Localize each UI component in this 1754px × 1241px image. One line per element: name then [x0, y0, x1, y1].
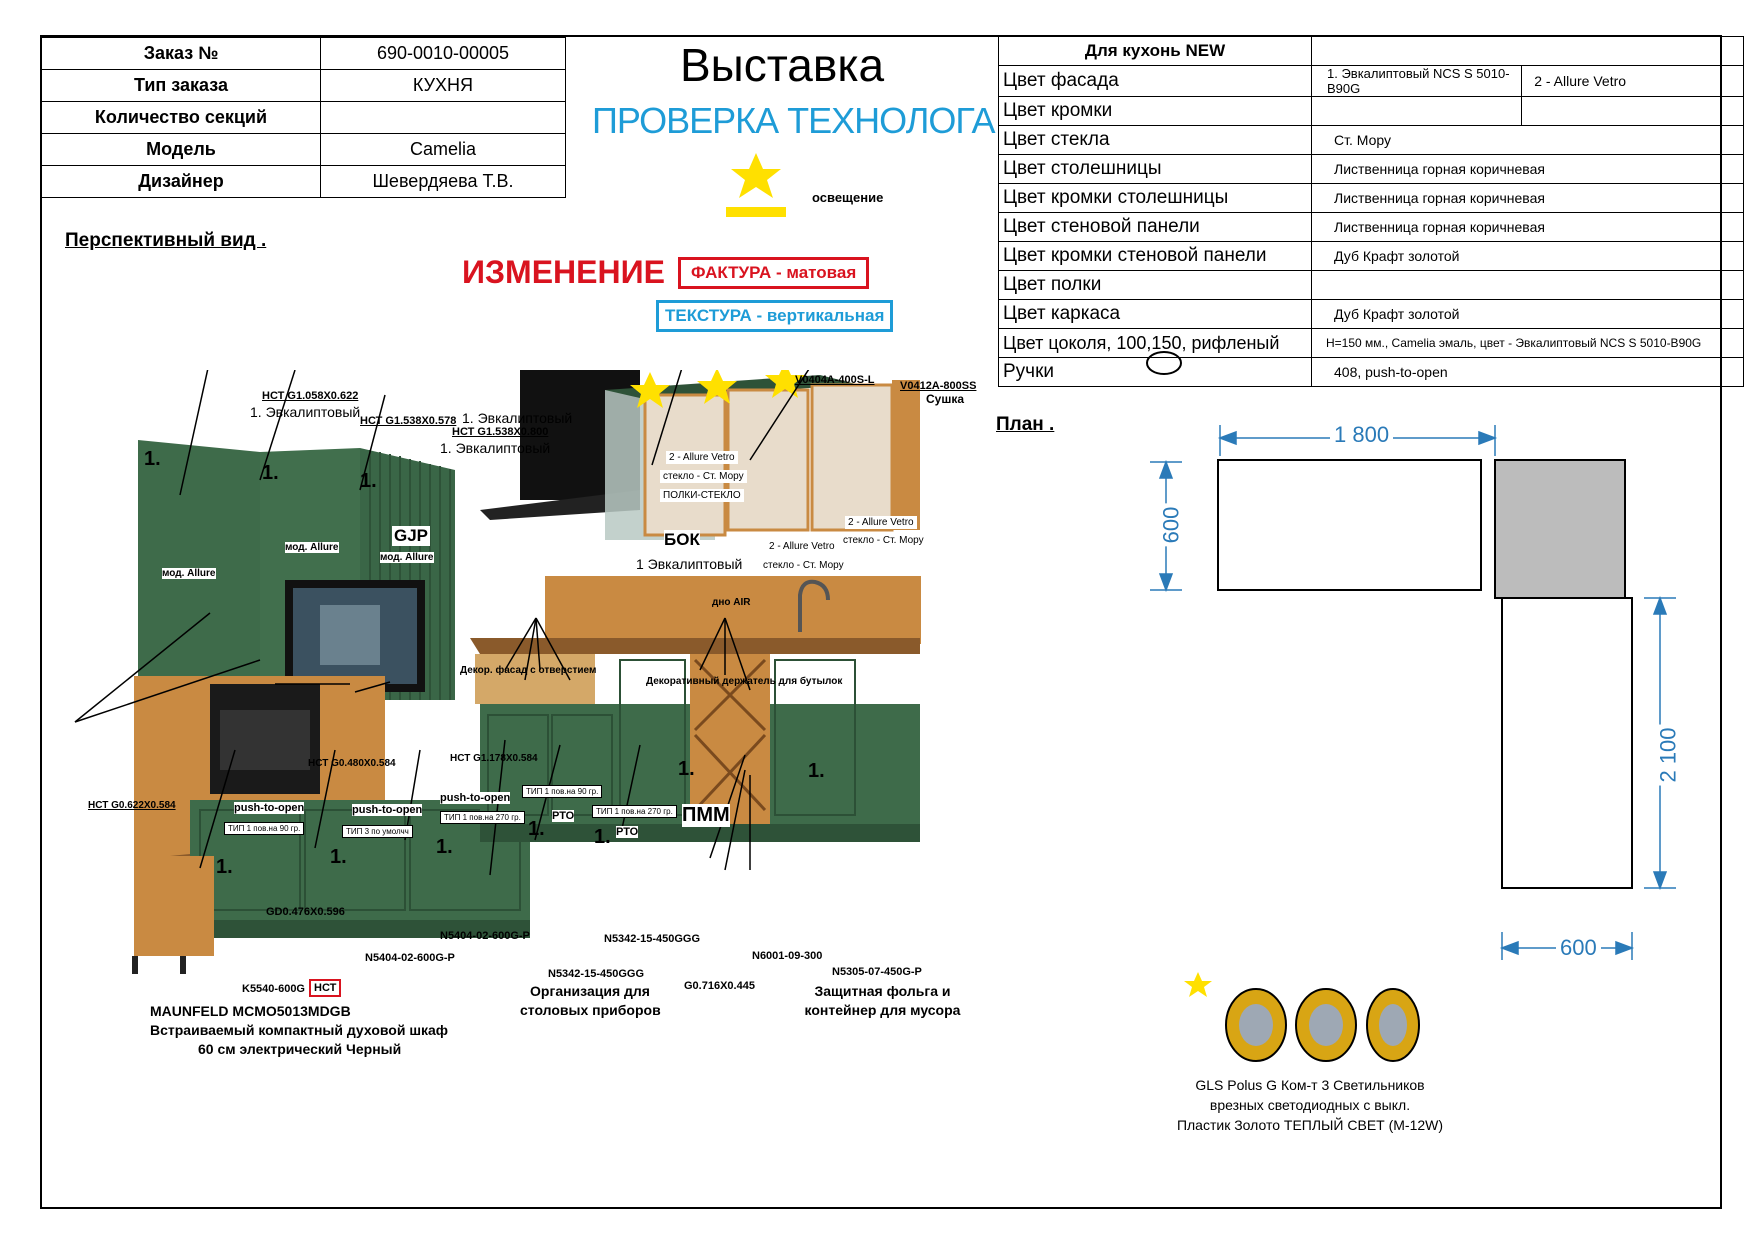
- spec-label: Цвет кромки стеновой панели: [999, 242, 1312, 271]
- table-row: [42, 166, 566, 198]
- table-row: [999, 271, 1744, 300]
- plan-drawing: [1140, 420, 1700, 980]
- spec-heading-empty: [1312, 37, 1744, 66]
- lights-description: [1150, 1075, 1470, 1135]
- part-code: K5540-600G: [242, 983, 305, 995]
- upper-code: V0404A-400S-L: [795, 374, 875, 386]
- sections-value: [321, 102, 566, 134]
- upper-glass-2: [728, 390, 808, 530]
- spotlight-icon: [1226, 989, 1286, 1061]
- trash-line2: контейнер для мусора: [804, 1002, 961, 1018]
- lighting-legend: [726, 153, 786, 223]
- model-label: Модель: [42, 134, 321, 166]
- part-code: GD0.476X0.596: [266, 906, 345, 918]
- facade-number: 1.: [808, 760, 825, 782]
- upper-code: V0412A-800SS: [900, 380, 977, 392]
- upper-glass-3: [812, 385, 892, 530]
- page-subtitle: ПРОВЕРКА ТЕХНОЛОГА: [592, 100, 995, 141]
- glass-note: стекло - Ст. Мору: [760, 559, 847, 572]
- side-label: БОК: [664, 530, 700, 549]
- spec-heading: Для кухонь NEW: [999, 37, 1312, 66]
- cutlery-line2: столовых приборов: [520, 1002, 661, 1018]
- spec-value: Лиственница горная коричневая: [1312, 213, 1744, 242]
- plan-dimension-top: 1 800: [1330, 422, 1393, 448]
- plan-dimension-left: 600: [1158, 504, 1184, 547]
- spec-value: Ст. Мору: [1312, 126, 1744, 155]
- upper-side-right: [892, 380, 920, 530]
- part-code: N5404-02-600G-P: [365, 952, 455, 964]
- oven-type: Встраиваемый компактный духовой шкаф: [150, 1022, 449, 1038]
- spec-value: Дуб Крафт золотой: [1312, 300, 1744, 329]
- table-row: [999, 358, 1744, 387]
- spec-label: Цвет цоколя, 100,150, рифленый: [999, 329, 1312, 358]
- glass-note: стекло - Ст. Мору: [660, 470, 747, 483]
- facade-note: 1. Эвкалиптовый: [462, 410, 573, 426]
- spec-label: Цвет кромки столешницы: [999, 184, 1312, 213]
- hct-label: НСТ G0.622X0.584: [88, 800, 176, 811]
- lights-line2: врезных светодиодных с выкл.: [1209, 1097, 1411, 1113]
- facade-label: Цвет фасада: [999, 66, 1312, 97]
- plan-heading: План .: [996, 414, 1055, 435]
- part-code: N5305-07-450G-P: [832, 966, 922, 978]
- part-code: N6001-09-300: [752, 950, 823, 962]
- hinge-type: ТИП 1 пов.на 270 гр.: [440, 811, 525, 824]
- hinge-type: ТИП 1 пов.на 270 гр.: [592, 805, 677, 818]
- spotlight-icon: [1296, 989, 1356, 1061]
- order-type-label: Тип заказа: [42, 70, 321, 102]
- spec-table: [998, 36, 1744, 387]
- drawer-block: [475, 654, 595, 704]
- order-label: Заказ №: [42, 38, 321, 70]
- designer-value: Шевердяева Т.В.: [321, 166, 566, 198]
- lights-line1: GLS Polus G Ком-т 3 Светильников: [1195, 1077, 1425, 1093]
- facade-note: 2 - Allure Vetro: [845, 516, 917, 529]
- part-code: N5342-15-450GGG: [548, 968, 644, 980]
- spotlights: [1180, 970, 1420, 1070]
- facade-number: 1.: [144, 448, 161, 470]
- hct-label: НСТ G1.178X0.584: [450, 753, 538, 764]
- trash-line1: Защитная фольга и: [814, 983, 951, 999]
- mod-allure-label: мод. Allure: [162, 568, 216, 579]
- facade-note: 2 - Allure Vetro: [766, 540, 838, 553]
- page-title: Выставка: [680, 39, 885, 91]
- star-icon: [731, 153, 781, 198]
- mod-allure-label: мод. Allure: [285, 542, 339, 553]
- part-code: N5404-02-600G-P: [440, 930, 530, 942]
- part-code: N5342-15-450GGG: [604, 933, 700, 945]
- change-label: ИЗМЕНЕНИЕ: [462, 254, 665, 290]
- model-value: Camelia: [321, 134, 566, 166]
- facade-number: 1.: [528, 818, 545, 840]
- table-row: [999, 213, 1744, 242]
- spec-label: Ручки: [999, 358, 1312, 387]
- table-row: [999, 97, 1744, 126]
- cutlery-line1: Организация для: [530, 983, 650, 999]
- oven-description: [150, 1002, 450, 1059]
- texture-matte-box: ФАКТУРА - матовая: [678, 257, 869, 289]
- facade-number: 1.: [436, 836, 453, 858]
- hinge-type: ТИП 1 пов.на 90 гр.: [522, 785, 602, 798]
- texture-vertical-box: ТЕКСТУРА - вертикальная: [656, 300, 893, 332]
- table-row: [42, 102, 566, 134]
- spec-value: 408, push-to-open: [1312, 358, 1744, 387]
- oven-spec: 60 см электрический Черный: [198, 1041, 402, 1057]
- table-row: [42, 38, 566, 70]
- spec-value: Лиственница горная коричневая: [1312, 184, 1744, 213]
- push-to-open-label: push-to-open: [234, 802, 305, 814]
- table-row: [999, 66, 1744, 97]
- shelves-note: ПОЛКИ-СТЕКЛО: [660, 489, 744, 502]
- pto-label: РТО: [616, 826, 639, 838]
- yellow-bar: [726, 207, 786, 217]
- hct-label: НСТ G1.538X0.800: [452, 426, 549, 438]
- spec-value: [1312, 271, 1744, 300]
- table-row: [42, 70, 566, 102]
- spec-value2: [1522, 97, 1744, 126]
- star-icon: [1184, 972, 1212, 997]
- spec-label: Цвет кромки: [999, 97, 1312, 126]
- lighting-label: освещение: [812, 190, 884, 205]
- upper-glass-1: [645, 395, 725, 535]
- facade-number: 1.: [216, 856, 233, 878]
- table-row: [999, 126, 1744, 155]
- spec-label: Цвет каркаса: [999, 300, 1312, 329]
- dishwasher-label: ПММ: [682, 804, 730, 826]
- table-row: [999, 37, 1744, 66]
- plan-dimension-right: 2 100: [1656, 724, 1682, 785]
- spec-label: Цвет полки: [999, 271, 1312, 300]
- push-to-open-label: push-to-open: [352, 804, 423, 816]
- spec-label: Цвет стеновой панели: [999, 213, 1312, 242]
- hinge-type: ТИП 3 по умолчч: [342, 825, 413, 838]
- plan-counter-top: [1218, 460, 1481, 590]
- gjp-label: GJP: [394, 526, 429, 545]
- order-table: [41, 37, 566, 198]
- plan-dimension-bottom: 600: [1556, 935, 1601, 961]
- sections-label: Количество секций: [42, 102, 321, 134]
- designer-label: Дизайнер: [42, 166, 321, 198]
- wall-panel-left: [138, 440, 260, 680]
- trash-note: [800, 982, 965, 1020]
- facade-note: 2 - Allure Vetro: [666, 451, 738, 464]
- facade-number: 1.: [360, 470, 377, 492]
- facade-note: 1. Эвкалиптовый: [250, 404, 361, 420]
- hct-red-box: НСТ: [309, 979, 341, 997]
- spec-value: Дуб Крафт золотой: [1312, 242, 1744, 271]
- spotlight-icon: [1367, 989, 1419, 1061]
- facade-value2: 2 - Allure Vetro: [1522, 66, 1744, 97]
- hct-label: НСТ G1.058X0.622: [262, 390, 359, 402]
- mod-allure-label: мод. Allure: [380, 552, 434, 563]
- spec-value: Лиственница горная коричневая: [1312, 155, 1744, 184]
- facade-number: 1.: [330, 846, 347, 868]
- table-row: [42, 134, 566, 166]
- circle-mark: [1144, 349, 1184, 377]
- spec-value: [1312, 97, 1522, 126]
- pto-label: РТО: [552, 810, 575, 822]
- bottle-holder-label: Декоративный держатель для бутылок: [646, 676, 843, 687]
- facade-value1: 1. Эвкалиптовый NCS S 5010-B90G: [1312, 66, 1522, 97]
- plan-counter-right: [1502, 598, 1632, 888]
- perspective-heading: Перспективный вид .: [65, 230, 267, 251]
- plan-corner: [1495, 460, 1625, 598]
- push-to-open-label: push-to-open: [440, 792, 511, 804]
- hct-label: НСТ G1.538X0.578: [360, 415, 457, 427]
- order-value: 690-0010-00005: [321, 38, 566, 70]
- spec-value: H=150 мм., Camelia эмаль, цвет - Эвкалиптовый NCS S 5010-B90G: [1312, 329, 1744, 358]
- backsplash: [545, 576, 921, 644]
- facade-number: 1.: [594, 826, 611, 848]
- table-row: [999, 242, 1744, 271]
- table-row: [999, 155, 1744, 184]
- spec-label: Цвет стекла: [999, 126, 1312, 155]
- facade-number: 1.: [262, 462, 279, 484]
- hct-label: НСТ G0.480X0.584: [308, 758, 396, 769]
- dryer-label: Сушка: [926, 392, 965, 406]
- cutlery-organizer-note: [520, 982, 660, 1020]
- lights-line3: Пластик Золото ТЕПЛЫЙ СВЕТ (М-12W): [1176, 1117, 1444, 1133]
- bottom-air-label: дно AIR: [712, 597, 751, 608]
- side-color: 1 Эвкалиптовый: [636, 556, 743, 572]
- order-type-value: КУХНЯ: [321, 70, 566, 102]
- spec-label: Цвет столешницы: [999, 155, 1312, 184]
- decor-facade-label: Декор. фасад с отверстием: [460, 665, 597, 676]
- glass-note: стекло - Ст. Мору: [840, 534, 927, 547]
- facade-number: 1.: [678, 758, 695, 780]
- part-code: G0.716X0.445: [684, 980, 755, 992]
- table-row: [999, 184, 1744, 213]
- table-row: [999, 329, 1744, 358]
- facade-note: 1. Эвкалиптовый: [440, 440, 551, 456]
- table-row: [999, 300, 1744, 329]
- oven-model: MAUNFELD MCMO5013MDGB: [150, 1003, 351, 1019]
- hinge-type: ТИП 1 пов.на 90 гр.: [224, 822, 304, 835]
